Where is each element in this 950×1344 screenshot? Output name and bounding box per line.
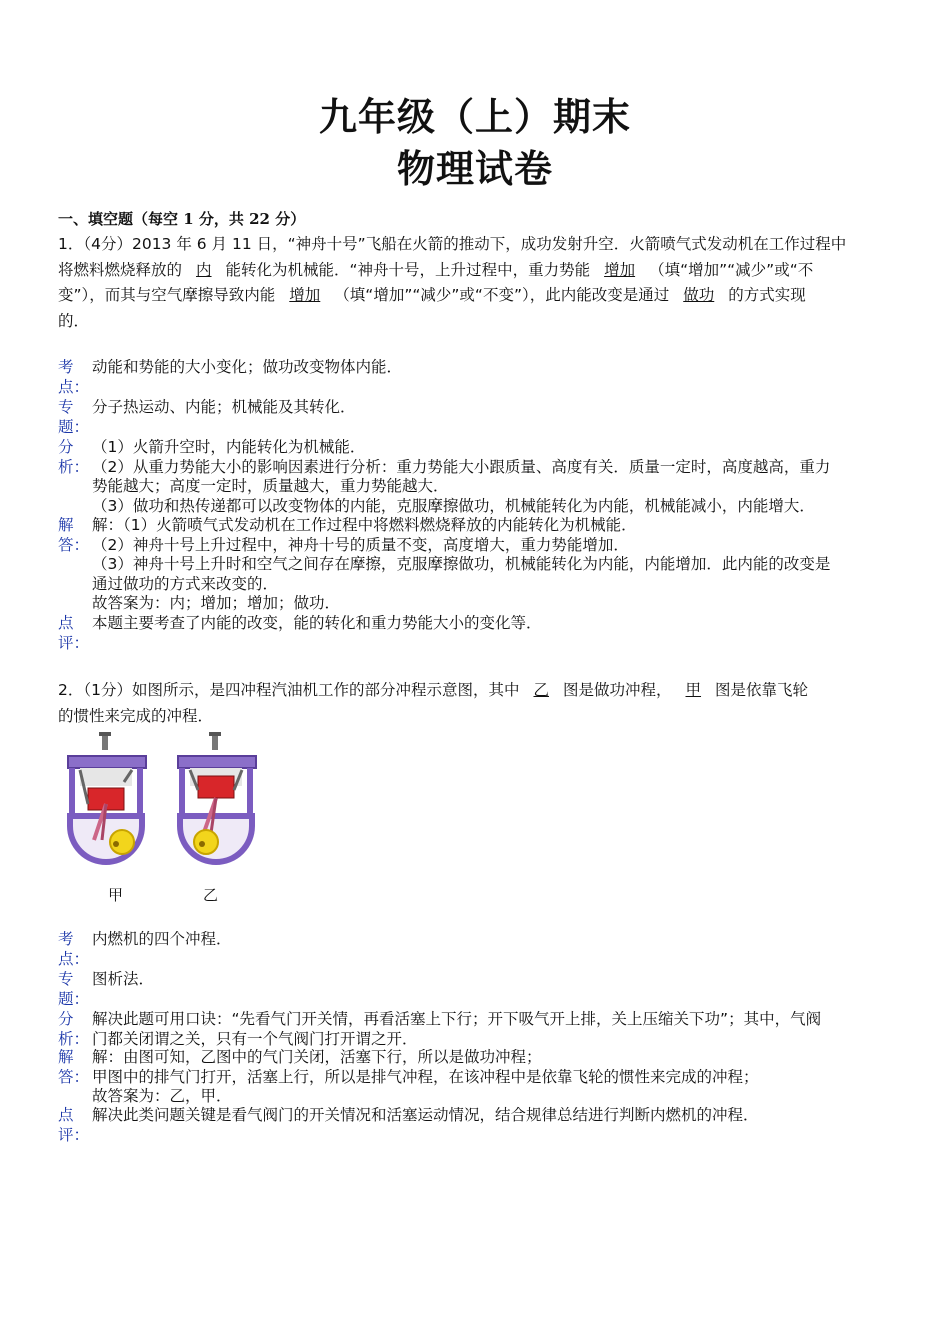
q1-text: 能转化为机械能．“神舟十号，上升过程中，重力势能 [225,260,591,279]
jieda-label: 解答： [58,1048,90,1086]
q1-text: 变”），而其与空气摩擦导致内能 [58,286,276,304]
engine-stroke-figure [58,730,278,910]
kaodian-label: 考点： [58,358,90,396]
kaodian-text: 动能和势能的大小变化；做功改变物体内能． [92,358,403,376]
q1-text: （填“增加”“减少”或“不变”），此内能改变是通过 [334,286,670,304]
fenxi-label: 分析： [58,1010,90,1048]
fenxi-line: （3）做功和热传递都可以改变物体的内能，克服摩擦做功，机械能转化为内能，机械能减小，内能增大． [92,496,815,515]
q2-text: 2．（1分）如图所示，是四冲程汽油机工作的部分冲程示意图，其中 [58,681,520,699]
fenxi-line: （2）从重力势能大小的影响因素进行分析：重力势能大小跟质量、高度有关．质量一定时，高度越高，重力 [92,457,831,476]
dianping-label: 点评： [58,614,90,652]
fenxi-label: 分析： [58,438,90,476]
q2-text: 图是做功冲程， [563,681,672,699]
engine-diagram [58,730,278,880]
fenxi-line: 门都关闭谓之关，只有一个气阀门打开谓之开． [92,1029,418,1048]
page-subtitle: 物理试卷 [396,146,553,191]
q1-text: 1．（4分）2013 年 6 月 11 日，“神舟十号”飞船在火箭的推动下，成功发射升空．火箭喷气式发动机在工作过程中 [58,235,847,253]
zhuanti-label: 专题： [58,970,90,1008]
answer-blank: 乙 [533,681,549,699]
dianping-text: 解决此类问题关键是看气阀门的开关情况和活塞运动情况，结合规律总结进行判断内燃机的冲程． [92,1106,759,1124]
jieda-line: 甲图中的排气门打开，活塞上行，所以是排气冲程，在该冲程中是依靠飞轮的惯性来完成的冲程； [92,1067,759,1086]
fenxi-line: （1）火箭升空时，内能转化为机械能． [92,438,366,456]
answer-blank: 增加 [604,260,636,279]
question-1 [58,232,898,334]
engine-yi [178,732,256,862]
fenxi-line: 解决此题可用口诀：“先看气门开关情，再看活塞上下行；开下吸气开上排，关上压缩关下功”；其中，气阀 [92,1010,822,1028]
q1-text: （填“增加”“减少”或“不 [649,260,814,279]
jieda-line: 故答案为：乙，甲． [92,1087,232,1105]
answer-blank: 做功 [683,286,715,304]
answer-blank: 甲 [685,681,702,699]
q1-text: 的方式实现 [728,286,806,304]
answer-blank: 内 [196,260,212,279]
answer-blank: 增加 [289,286,321,304]
jieda-line: （3）神舟十号上升时和空气之间存在摩擦，克服摩擦做功，机械能转化为内能，内能增加．此内能的改变是 [92,555,831,573]
page-title: 九年级（上）期末 [318,94,631,139]
zhuanti-label: 专题： [58,398,90,436]
jieda-line: （2）神舟十号上升过程中，神舟十号的质量不变，高度增大，重力势能增加． [92,535,629,554]
section-heading: 一、填空题（每空 1 分，共 22 分） [58,210,306,228]
engine-jia [68,732,146,862]
figure-label-jia: 甲 [108,886,124,904]
q2-text: 的惯性来完成的冲程． [58,706,214,725]
q2-text: 图是依靠飞轮 [715,681,809,699]
zhuanti-text: 图析法． [92,970,155,988]
jieda-label: 解答： [58,516,90,554]
zhuanti-text: 分子热运动、内能；机械能及其转化． [92,398,356,416]
kaodian-text: 内燃机的四个冲程． [92,930,232,948]
jieda-line: 故答案为：内；增加；增加；做功． [92,594,341,612]
jieda-line: 解：（1）火箭喷气式发动机在工作过程中将燃料燃烧释放的内能转化为机械能． [92,516,637,534]
jieda-line: 解：由图可知，乙图中的气门关闭，活塞下行，所以是做功冲程； [92,1048,542,1066]
fenxi-line: 势能越大；高度一定时，质量越大，重力势能越大． [92,477,449,495]
kaodian-label: 考点： [58,930,90,968]
figure-label-yi: 乙 [203,886,219,904]
dianping-text: 本题主要考查了内能的改变，能的转化和重力势能大小的变化等． [92,614,542,632]
question-2 [58,678,898,729]
jieda-line: 通过做功的方式来改变的． [92,574,279,593]
dianping-label: 点评： [58,1106,90,1144]
q1-text: 的． [58,311,90,330]
q1-text: 将燃料燃烧释放的 [58,260,183,279]
